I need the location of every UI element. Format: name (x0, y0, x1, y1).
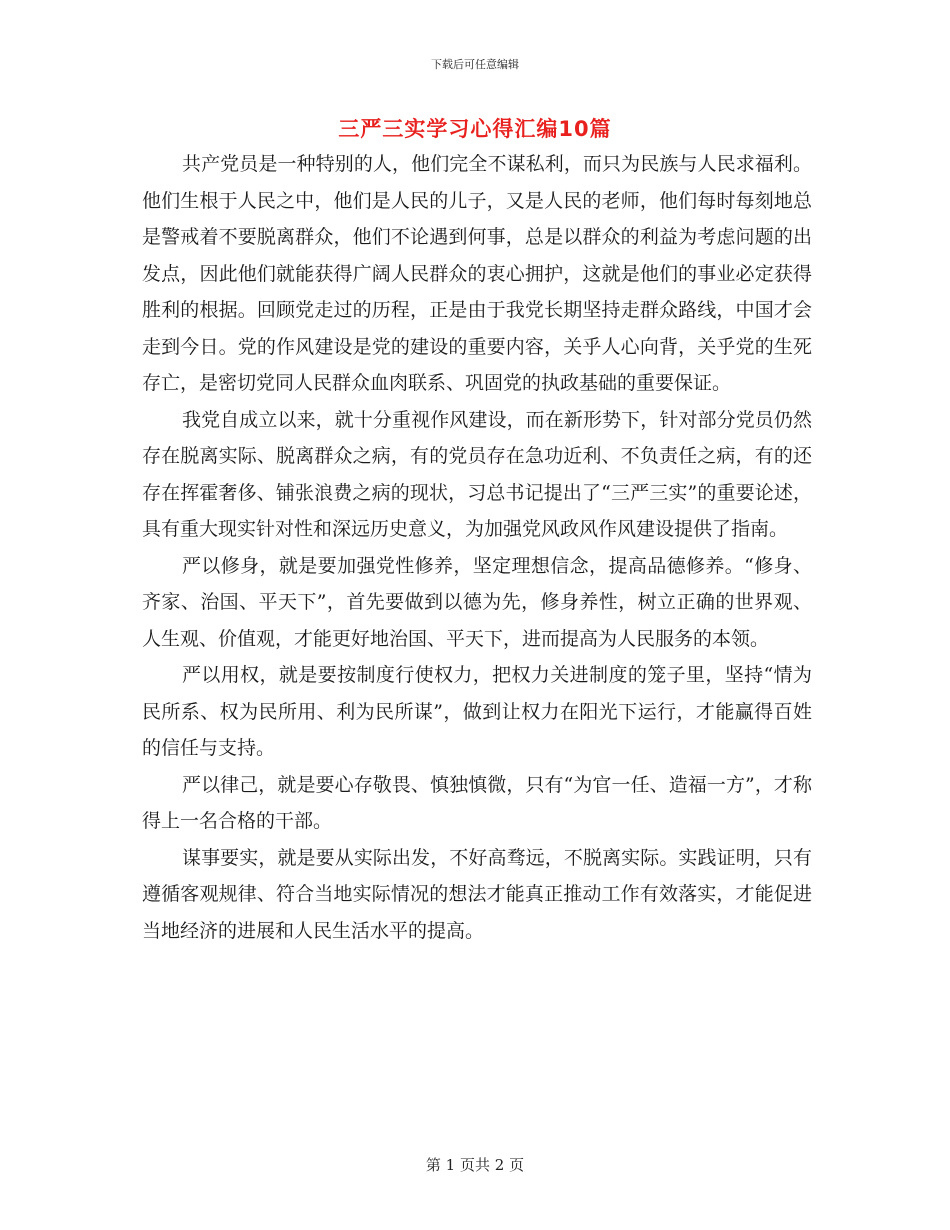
document-title: 三严三实学习心得汇编10篇 (338, 117, 612, 141)
header-note: 下载后可任意编辑 (431, 58, 519, 71)
paragraph: 严以用权，就是要按制度行使权力，把权力关进制度的笼子里，坚持“情为民所系、权为民所用、利为民所谋”，做到让权力在阳光下运行，才能赢得百姓的信任与支持。 (142, 664, 812, 759)
document-body (142, 146, 812, 949)
paragraph: 共产党员是一种特别的人，他们完全不谋私利，而只为民族与人民求福利。他们生根于人民之中，他们是人民的儿子，又是人民的老师，他们每时每刻地总是警戒着不要脱离群众，他们不论遇到何事，总是以群众的利益为考虑问题的出发点，因此他们就能获得广阔人民群众的衷心拥护，这就是他们的事业必定获得胜利的根据。回顾党走过的历程，正是由于我党长期坚持走群众路线，中国才会走到今日。党的作风建设是党的建设的重要内容，关乎人心向背，关乎党的生死存亡，是密切党同人民群众血肉联系、巩固党的执政基础的重要保证。 (142, 153, 812, 394)
paragraph: 我党自成立以来，就十分重视作风建设，而在新形势下，针对部分党员仍然存在脱离实际、脱离群众之病，有的党员存在急功近利、不负责任之病，有的还存在挥霍奢侈、铺张浪费之病的现状，习总书记提出了“三严三实”的重要论述，具有重大现实针对性和深远历史意义，为加强党风政风作风建设提供了指南。 (142, 408, 812, 540)
paragraph: 严以修身，就是要加强党性修养，坚定理想信念，提高品德修养。“修身、齐家、治国、平天下”，首先要做到以德为先，修身养性，树立正确的世界观、人生观、价值观，才能更好地治国、平天下，进而提高为人民服务的本领。 (142, 554, 812, 650)
paragraph: 谋事要实，就是要从实际出发，不好高骛远，不脱离实际。实践证明，只有遵循客观规律、符合当地实际情况的想法才能真正推动工作有效落实，才能促进当地经济的进展和人民生活水平的提高。 (142, 846, 812, 942)
paragraph: 严以律己，就是要心存敬畏、慎独慎微，只有“为官一任、造福一方”，才称得上一名合格的干部。 (142, 773, 812, 832)
page-number-footer: 第 1 页共 2 页 (425, 1156, 525, 1174)
